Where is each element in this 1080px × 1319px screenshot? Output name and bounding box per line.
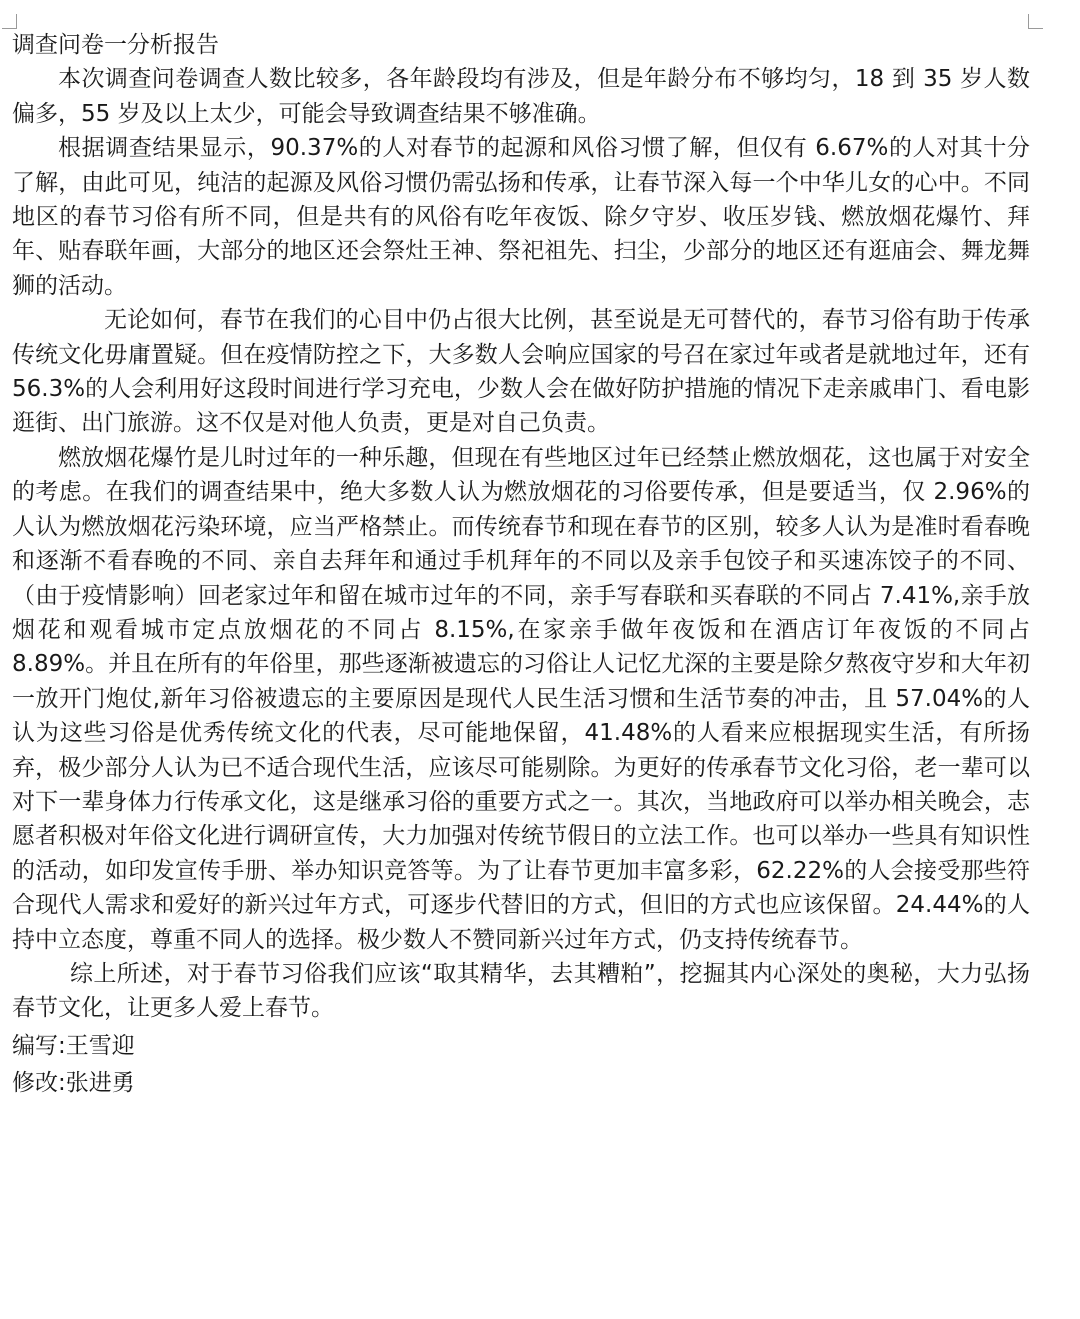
paragraph-fireworks-traditions: 燃放烟花爆竹是儿时过年的一种乐趣，但现在有些地区过年已经禁止燃放烟花，这也属于对安全的考虑。在我们的调查结果中，绝大多数人认为燃放烟花的习俗要传承，但是要适当，仅 2.96%的人认为燃放烟花污染环境，应当严格禁止。而传统春节和现在春节的区别，较多人认为是准时看春晚和逐渐不看春晚的不同、亲自去拜年和通过手机拜年的不同以及亲手包饺子和买速冻饺子的不同、（由于疫情影响）回老家过年和留在城市过年的不同，亲手写春联和买春联的不同占 7.41%,亲手放烟花和观看城市定点放烟花的不同占 8.15%,在家亲手做年夜饭和在酒店订年夜饭的不同占 8.89%。并且在所有的年俗里，那些逐渐被遗忘的习俗让人记忆尤深的主要是除夕熬夜守岁和大年初一放开门炮仗,新年习俗被遗忘的主要原因是现代人民生活习惯和生活节奏的冲击，且 57.04%的人认为这些习俗是优秀传统文化的代表，尽可能地保留，41.48%的人看来应根据现实生活，有所扬弃，极少部分人认为已不适合现代生活，应该尽可能剔除。为更好的传承春节文化习俗，老一辈可以对下一辈身体力行传承文化，这是继承习俗的重要方式之一。其次，当地政府可以举办相关晚会，志愿者积极对年俗文化进行调研宣传，大力加强对传统节假日的立法工作。也可以举办一些具有知识性的活动，如印发宣传手册、举办知识竞答等。为了让春节更加丰富多彩，62.22%的人会接受那些符合现代人需求和爱好的新兴过年方式，可逐步代替旧的方式，但旧的方式也应该保留。24.44%的人持中立态度，尊重不同人的选择。极少数人不赞同新兴过年方式，仍支持传统春节。 (12, 444, 1030, 953)
paragraph-custom-awareness: 根据调查结果显示，90.37%的人对春节的起源和风俗习惯了解，但仅有 6.67%的人对其十分了解，由此可见，纯洁的起源及风俗习惯仍需弘扬和传承，让春节深入每一个中华儿女的心中。不同地区的春节习俗有所不同，但是共有的风俗有吃年夜饭、除夕守岁、收压岁钱、燃放烟花爆竹、拜年、贴春联年画，大部分的地区还会祭灶王神、祭祀祖先、扫尘，少部分的地区还有逛庙会、舞龙舞狮的活动。 (12, 135, 1030, 299)
paragraph-conclusion: 综上所述，对于春节习俗我们应该“取其精华，去其糟粕”，挖掘其内心深处的奥秘，大力弘扬春节文化，让更多人爱上春节。 (12, 960, 1030, 1022)
document-body (12, 28, 1030, 1101)
paragraph-sample-overview: 本次调查问卷调查人数比较多，各年龄段均有涉及，但是年龄分布不够均匀，18 到 35 岁人数偏多，55 岁及以上太少，可能会导致调查结果不够准确。 (12, 66, 1030, 127)
document-title: 调查问卷一分析报告 (12, 32, 219, 58)
page-corner-mark-left (2, 14, 17, 29)
paragraph-pandemic-celebration: 无论如何，春节在我们的心目中仍占很大比例，甚至说是无可替代的，春节习俗有助于传承传统文化毋庸置疑。但在疫情防控之下，大多数人会响应国家的号召在家过年或者是就地过年，还有 56.3%的人会利用好这段时间进行学习充电，少数人会在做好防护措施的情况下走亲戚串门、看电影逛街、出门旅游。这不仅是对他人负责，更是对自己负责。 (12, 307, 1030, 437)
author-line: 编写:王雪迎 (12, 1032, 135, 1059)
editor-line: 修改:张进勇 (12, 1070, 135, 1097)
page-corner-mark-right (1028, 14, 1043, 29)
